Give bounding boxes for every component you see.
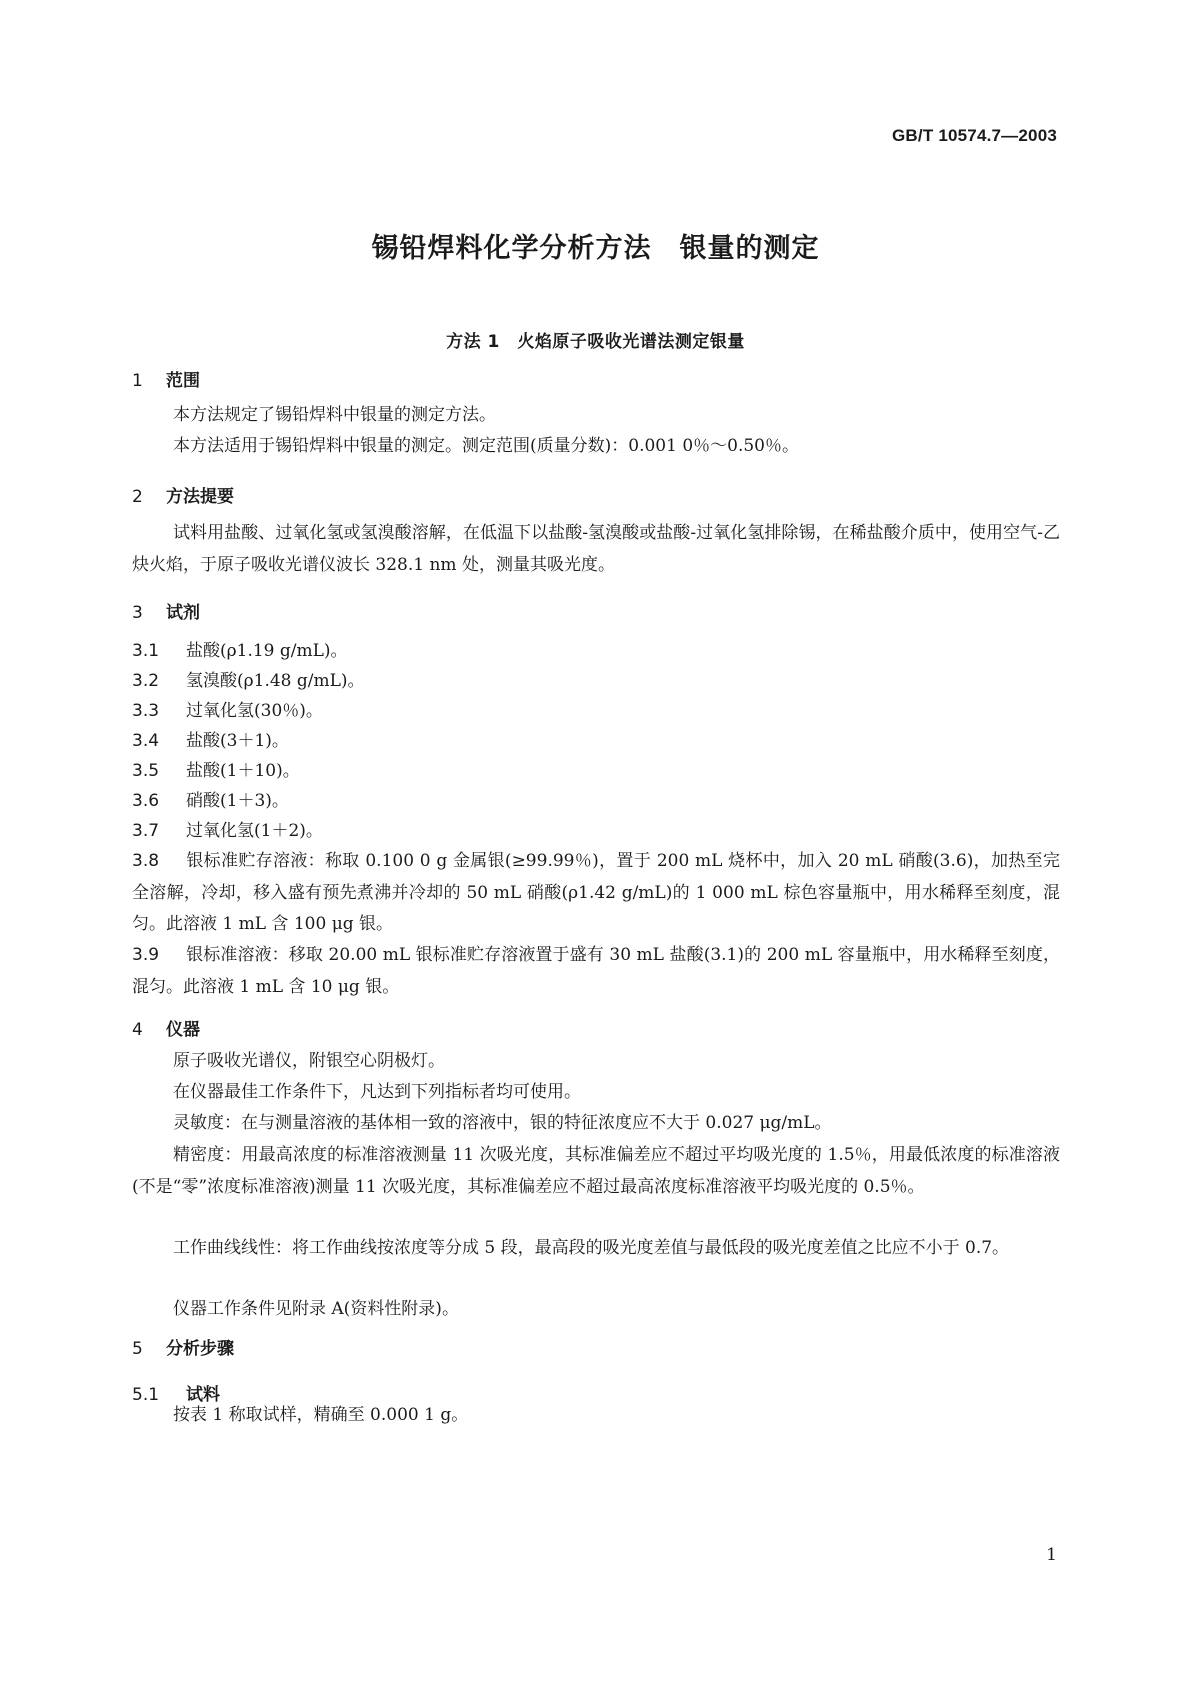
reagent-item xyxy=(132,726,1060,758)
section-number: 4 xyxy=(132,1020,143,1040)
page-number: 1 xyxy=(1046,1545,1057,1565)
method-title: 方法 1 火焰原子吸收光谱法测定银量 xyxy=(446,332,745,352)
paragraph: 工作曲线线性：将工作曲线按浓度等分成 5 段，最高段的吸光度差值与最低段的吸光度差值之比应不小于 0.7。 xyxy=(173,1238,1010,1258)
paragraph: 试料用盐酸、过氧化氢或氢溴酸溶解，在低温下以盐酸-氢溴酸或盐酸-过氧化氢排除锡，在稀盐酸介质中，使用空气-乙炔火焰，于原子吸收光谱仪波长 328.1 nm 处，测量其吸光度。 xyxy=(132,523,1060,575)
paragraph: 原子吸收光谱仪，附银空心阴极灯。 xyxy=(173,1051,445,1071)
reagent-item xyxy=(132,756,1060,788)
reagent-item xyxy=(132,636,1060,668)
section-title: 分析步骤 xyxy=(166,1339,234,1359)
paragraph: 本方法规定了锡铅焊料中银量的测定方法。 xyxy=(173,405,496,425)
item-text: 氢溴酸(ρ1.48 g/mL)。 xyxy=(186,671,365,691)
item-text: 银标准贮存溶液：称取 0.100 0 g 金属银(≥99.99％)，置于 200 mL 烧杯中，加入 20 mL 硝酸(3.6)，加热至完全溶解，冷却，移入盛有预先煮沸并冷却的 50 mL 硝酸(ρ1.42 g/mL)的 1 000 mL 棕色容量瓶中，用水稀释至刻度，混匀。此溶液 1 mL 含 100 μg 银。 xyxy=(132,851,1060,934)
paragraph: 在仪器最佳工作条件下，凡达到下列指标者均可使用。 xyxy=(173,1082,581,1102)
item-number: 3.4 xyxy=(132,731,160,751)
item-number: 3.1 xyxy=(132,641,160,661)
paragraph: 精密度：用最高浓度的标准溶液测量 11 次吸光度，其标准偏差应不超过平均吸光度的 1.5％，用最低浓度的标准溶液(不是“零”浓度标准溶液)测量 11 次吸光度，其标准偏差应不超过最高浓度标准溶液平均吸光度的 0.5％。 xyxy=(132,1145,1060,1197)
section-title: 范围 xyxy=(166,371,200,391)
reagent-item xyxy=(132,816,1060,848)
section-title: 仪器 xyxy=(166,1020,200,1040)
section-number: 1 xyxy=(132,371,143,391)
paragraph: 仪器工作条件见附录 A(资料性附录)。 xyxy=(173,1299,459,1319)
subsection-number: 5.1 xyxy=(132,1385,160,1405)
paragraph: 灵敏度：在与测量溶液的基体相一致的溶液中，银的特征浓度应不大于 0.027 μg/mL。 xyxy=(173,1113,832,1133)
item-number: 3.3 xyxy=(132,701,160,721)
section-2-heading xyxy=(132,482,234,507)
item-number: 3.8 xyxy=(132,851,160,871)
section-1-heading xyxy=(132,366,200,391)
reagent-item xyxy=(132,786,1060,818)
item-number: 3.7 xyxy=(132,821,160,841)
paragraph: 按表 1 称取试样，精确至 0.000 1 g。 xyxy=(173,1405,469,1425)
subsection-title: 试料 xyxy=(186,1385,220,1405)
reagent-item xyxy=(132,696,1060,728)
item-text: 硝酸(1＋3)。 xyxy=(186,791,289,811)
reagent-item xyxy=(132,666,1060,698)
item-number: 3.6 xyxy=(132,791,160,811)
item-number: 3.9 xyxy=(132,945,160,965)
item-number: 3.2 xyxy=(132,671,160,691)
item-text: 过氧化氢(30％)。 xyxy=(186,701,323,721)
item-text: 盐酸(ρ1.19 g/mL)。 xyxy=(186,641,348,661)
section-4-heading xyxy=(132,1015,200,1040)
reagent-item xyxy=(132,846,1060,941)
section-number: 3 xyxy=(132,603,143,623)
reagent-item xyxy=(132,940,1060,1003)
section-title: 试剂 xyxy=(166,603,200,623)
section-5-heading xyxy=(132,1334,234,1359)
document-title: 锡铅焊料化学分析方法 银量的测定 xyxy=(371,233,820,264)
item-text: 盐酸(1＋10)。 xyxy=(186,761,300,781)
paragraph: 本方法适用于锡铅焊料中银量的测定。测定范围(质量分数)：0.001 0％～0.50％。 xyxy=(173,436,800,456)
section-number: 5 xyxy=(132,1339,143,1359)
standard-number: GB/T 10574.7—2003 xyxy=(892,126,1057,145)
item-text: 盐酸(3＋1)。 xyxy=(186,731,289,751)
section-title: 方法提要 xyxy=(166,487,234,507)
section-3-heading xyxy=(132,598,200,623)
item-text: 过氧化氢(1＋2)。 xyxy=(186,821,323,841)
item-text: 银标准溶液：移取 20.00 mL 银标准贮存溶液置于盛有 30 mL 盐酸(3.1)的 200 mL 容量瓶中，用水稀释至刻度，混匀。此溶液 1 mL 含 10 μg 银。 xyxy=(132,945,1060,997)
section-number: 2 xyxy=(132,487,143,507)
item-number: 3.5 xyxy=(132,761,160,781)
